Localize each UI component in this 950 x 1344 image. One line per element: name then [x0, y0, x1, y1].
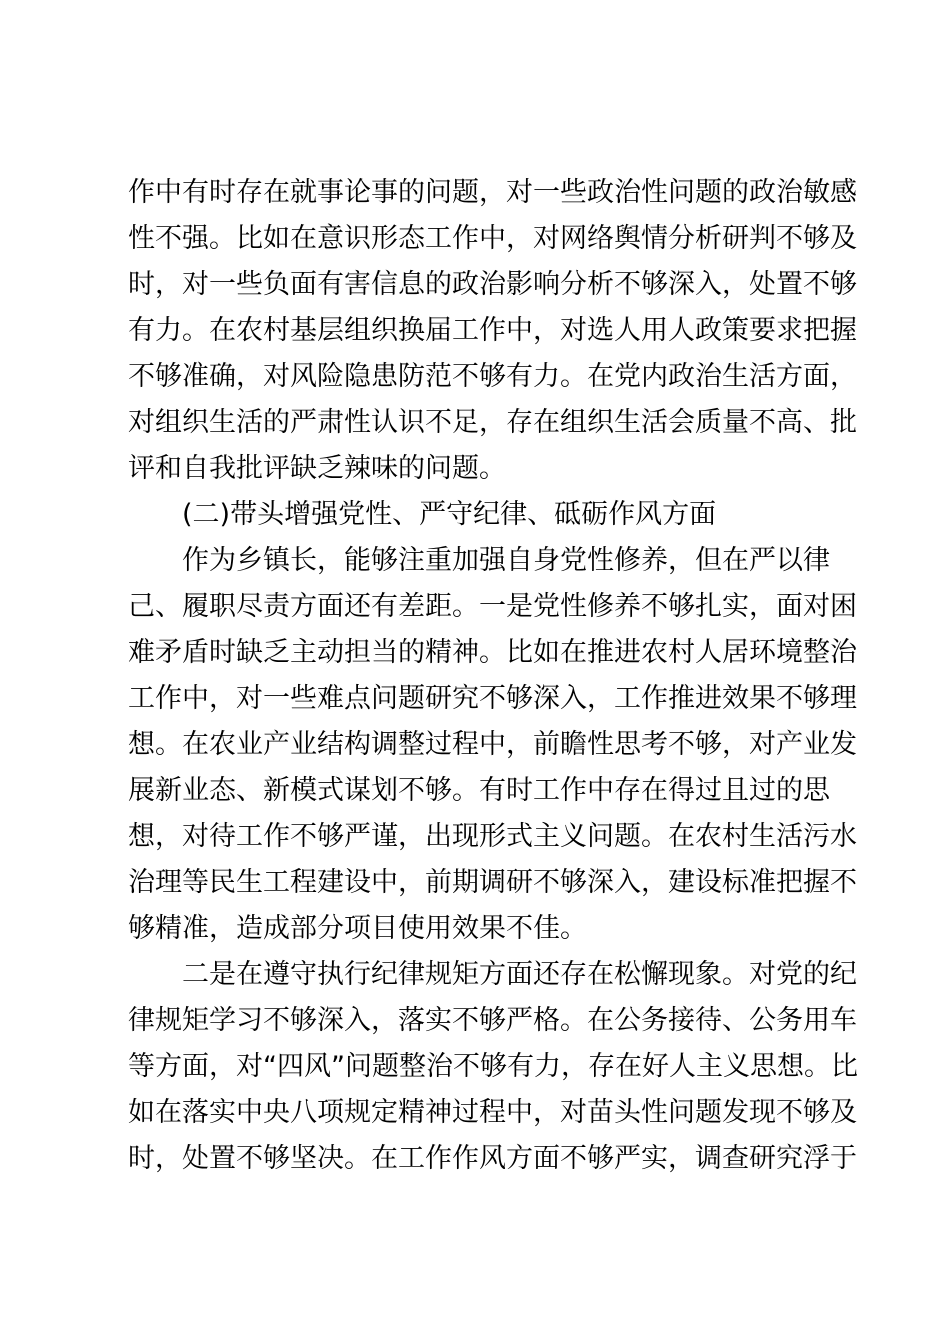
- paragraph-1: [128, 170, 857, 492]
- paragraph-3: [128, 952, 858, 1182]
- text-line: 时，对一些负面有害信息的政治影响分析不够深入，处置不够: [128, 269, 857, 300]
- text-line: 展新业态、新模式谋划不够。有时工作中存在得过且过的思: [128, 775, 830, 806]
- text-line: 想。在农业产业结构调整过程中，前瞻性思考不够，对产业发: [128, 729, 857, 760]
- text-line: 治理等民生工程建设中，前期调研不够深入，建设标准把握不: [128, 867, 857, 898]
- text-line: 作为乡镇长，能够注重加强自身党性修养，但在严以律: [182, 545, 830, 576]
- text-line: 时，处置不够坚决。在工作作风方面不够严实，调查研究浮于: [128, 1143, 857, 1174]
- text-line: 有力。在农村基层组织换届工作中，对选人用人政策要求把握: [128, 315, 857, 346]
- text-line: 己、履职尽责方面还有差距。一是党性修养不够扎实，面对困: [128, 591, 857, 622]
- text-line: 如在落实中央八项规定精神过程中，对苗头性问题发现不够及: [128, 1097, 857, 1128]
- document-body: [128, 170, 858, 1182]
- text-line: 作中有时存在就事论事的问题，对一些政治性问题的政治敏感: [128, 177, 857, 208]
- text-line: 性不强。比如在意识形态工作中，对网络舆情分析研判不够及: [128, 223, 857, 254]
- text-line: 评和自我批评缺乏辣味的问题。: [128, 453, 506, 484]
- text-line: 二是在遵守执行纪律规矩方面还存在松懈现象。对党的纪: [182, 959, 857, 990]
- paragraph-2: [128, 538, 857, 952]
- text-line: 对组织生活的严肃性认识不足，存在组织生活会质量不高、批: [128, 407, 857, 438]
- text-line: 等方面，对“四风”问题整治不够有力，存在好人主义思想。比: [128, 1051, 858, 1082]
- section-heading: (二)带头增强党性、严守纪律、砥砺作风方面: [182, 499, 717, 530]
- text-line: 律规矩学习不够深入，落实不够严格。在公务接待、公务用车: [128, 1005, 857, 1036]
- text-line: 难矛盾时缺乏主动担当的精神。比如在推进农村人居环境整治: [128, 637, 857, 668]
- text-line: 工作中，对一些难点问题研究不够深入，工作推进效果不够理: [128, 683, 857, 714]
- text-line: 不够准确，对风险隐患防范不够有力。在党内政治生活方面，: [128, 361, 857, 392]
- text-line: 够精准，造成部分项目使用效果不佳。: [128, 913, 587, 944]
- text-line: 想，对待工作不够严谨，出现形式主义问题。在农村生活污水: [128, 821, 857, 852]
